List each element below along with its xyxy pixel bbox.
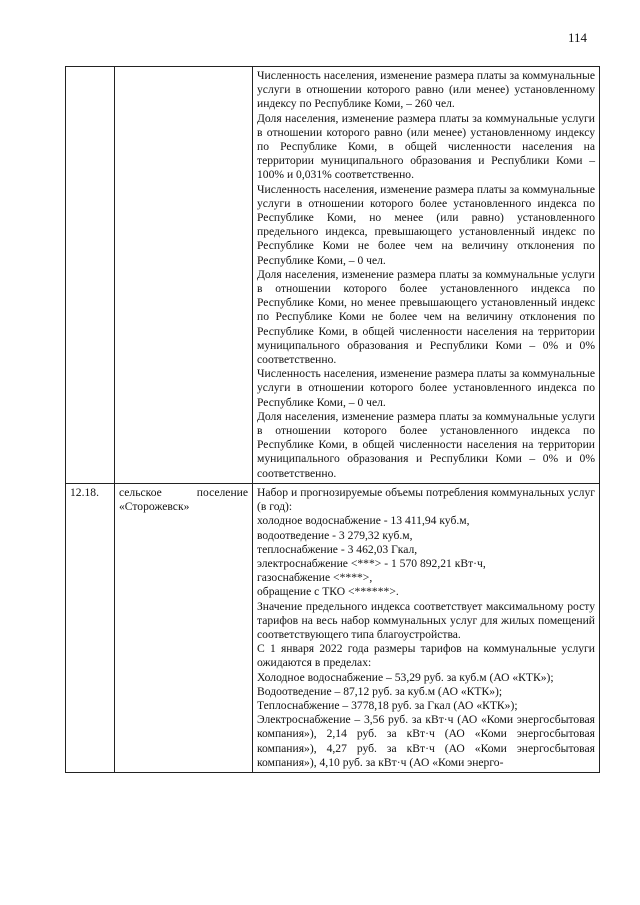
paragraph: Холодное водоснабжение – 53,29 руб. за куб.м (АО «КТК»);	[257, 670, 554, 684]
paragraph: Численность населения, изменение размера платы за коммунальные услуги в отношении которого более установленного индекса по Республике Коми, но менее (или равно) установленного предельного индекса, превышающего установленный индекс по Республике Коми не более чем на величину отклонения по Республике Коми, – 0 чел.	[257, 182, 595, 267]
paragraph: Значение предельного индекса соответствует максимальному росту тарифов на весь набор коммунальных услуг для жилых помещений соответствующего типа благоустройства.	[257, 599, 595, 641]
paragraph: Численность населения, изменение размера платы за коммунальные услуги в отношении которого равно (или менее) установленному индексу по Республике Коми, – 260 чел.	[257, 69, 595, 111]
paragraph: холодное водоснабжение - 13 411,94 куб.м,	[257, 514, 470, 528]
paragraph: Электроснабжение – 3,56 руб. за кВт·ч (АО «Коми энергосбытовая компания»), 2,14 руб. за кВт·ч (АО «Коми энергосбытовая компания»), 4,27 руб. за кВт·ч (АО «Коми энергосбытовая компания»), 4,10 руб. за кВт·ч (АО «Коми энерго-	[257, 713, 595, 769]
table-row	[66, 67, 600, 484]
description-cell	[253, 483, 600, 772]
municipality-cell	[115, 483, 253, 772]
row-number-cell	[66, 483, 115, 772]
paragraph: электроснабжение <***> - 1 570 892,21 кВт·ч,	[257, 556, 486, 570]
paragraph: Водоотведение – 87,12 руб. за куб.м (АО «КТК»);	[257, 684, 503, 698]
page-number: 114	[568, 30, 588, 45]
paragraph: Доля населения, изменение размера платы за коммунальные услуги в отношении которого более установленного индекса по Республике Коми, но менее превышающего установленный индекс по Республике Коми не более чем на величину отклонения по Республике Коми, в общей численности населения на территории муниципального образования и Республики Коми – 0% и 0% соответственно.	[257, 267, 595, 367]
row-number-cell	[66, 67, 115, 484]
paragraph: газоснабжение <****>,	[257, 571, 373, 585]
paragraph: Доля населения, изменение размера платы за коммунальные услуги в отношении которого более установленного индекса по Республике Коми, в общей численности населения на территории муниципального образования и Республики Коми – 0% и 0% соответственно.	[257, 409, 595, 480]
paragraph: Набор и прогнозируемые объемы потребления коммунальных услуг (в год):	[257, 485, 595, 514]
table-row	[66, 483, 600, 772]
description-cell	[253, 67, 600, 484]
paragraph: водоотведение - 3 279,32 куб.м,	[257, 528, 413, 542]
paragraph: Теплоснабжение – 3778,18 руб. за Гкал (АО «КТК»);	[257, 698, 518, 712]
paragraph: теплоснабжение - 3 462,03 Гкал,	[257, 542, 418, 556]
paragraph: С 1 января 2022 года размеры тарифов на коммунальные услуги ожидаются в пределах:	[257, 642, 595, 670]
paragraph: Доля населения, изменение размера платы за коммунальные услуги в отношении которого равно (или менее) установленному индексу по Республике Коми, в общей численности населения на территории муниципального образования и Республики Коми – 100% и 0,031% соответственно.	[257, 111, 595, 182]
paragraph: Численность населения, изменение размера платы за коммунальные услуги в отношении которого более установленного индекса по Республике Коми, – 0 чел.	[257, 367, 595, 409]
municipality-name-line1: сельское поселение	[119, 485, 248, 499]
municipality-name-line2: «Сторожевск»	[119, 500, 190, 514]
municipality-cell	[115, 67, 253, 484]
paragraph: обращение с ТКО <******>.	[257, 585, 399, 599]
row-number: 12.18.	[70, 485, 99, 499]
tariff-table	[65, 66, 600, 773]
